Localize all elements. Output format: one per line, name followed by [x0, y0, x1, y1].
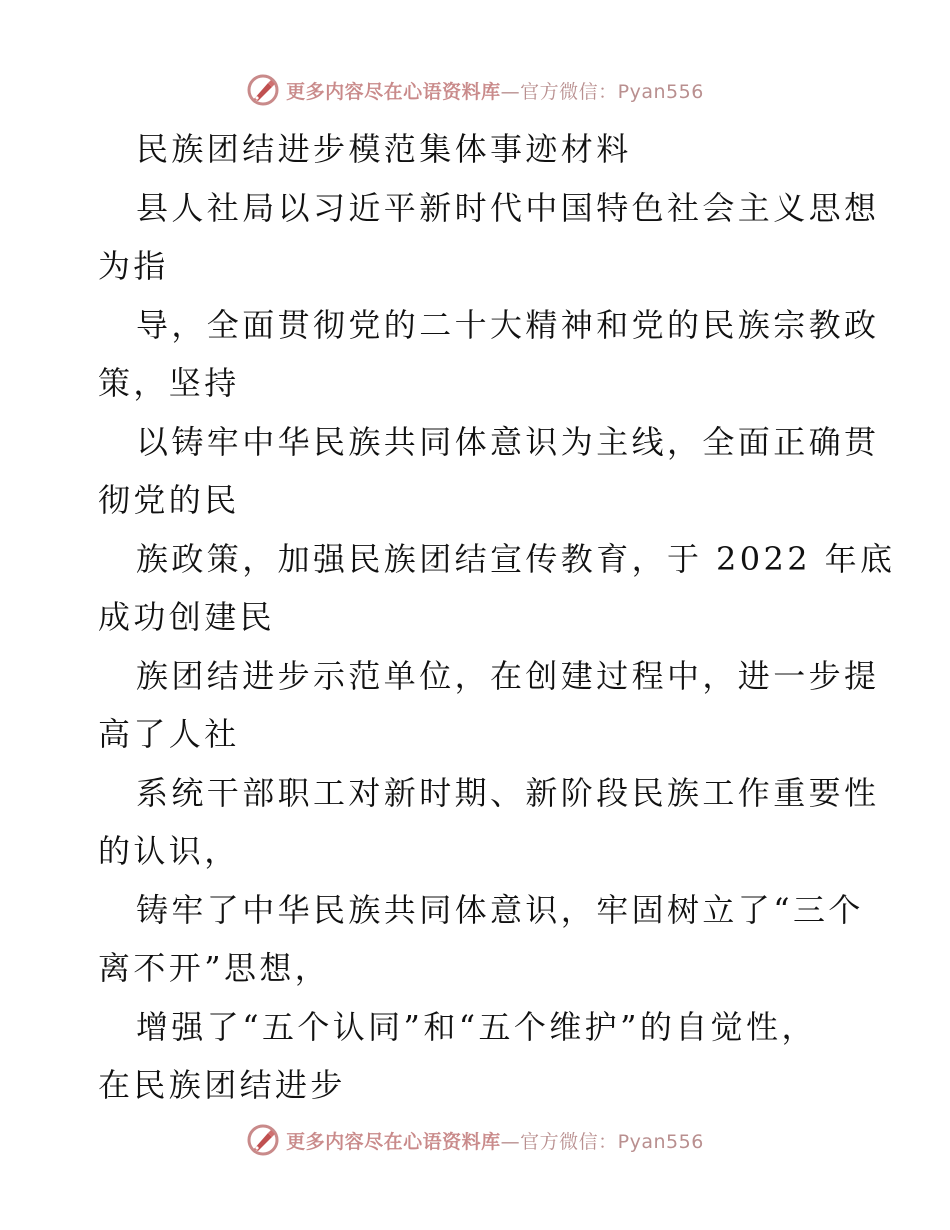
paragraph-line: 导，全面贯彻党的二十大精神和党的民族宗教政 [136, 305, 880, 344]
watermark-text [286, 1127, 704, 1154]
paragraph-line: 成功创建民 [98, 598, 276, 636]
paragraph-line: 增强了“五个认同”和“五个维护”的自觉性， [136, 1007, 817, 1046]
paragraph-line: 县人社局以习近平新时代中国特色社会主义思想 [136, 188, 880, 227]
paragraph-line: 彻党的民 [98, 481, 240, 519]
document-title: 民族团结进步模范集体事迹材料 [136, 130, 632, 168]
footer-watermark [0, 1120, 950, 1160]
paragraph-line: 离不开”思想， [98, 949, 331, 987]
pen-in-circle-icon [246, 73, 280, 107]
pen-in-circle-icon [246, 1123, 280, 1157]
paragraph-line: 高了人社 [98, 715, 240, 753]
paragraph-line: 在民族团结进步 [98, 1066, 346, 1104]
watermark-contact: —官方微信：Pyan556 [500, 1130, 704, 1153]
header-watermark [0, 70, 950, 110]
paragraph-line: 铸牢了中华民族共同体意识，牢固树立了“三个 [136, 890, 864, 929]
paragraph-line: 为指 [98, 247, 169, 285]
paragraph-line: 的认识， [98, 832, 240, 870]
watermark-text [286, 77, 704, 104]
watermark-contact: —官方微信：Pyan556 [500, 80, 704, 103]
watermark-brand: 更多内容尽在心语资料库 [286, 1130, 501, 1153]
document-body [98, 120, 896, 1115]
watermark-brand: 更多内容尽在心语资料库 [286, 80, 501, 103]
paragraph-line: 系统干部职工对新时期、新阶段民族工作重要性 [136, 773, 880, 812]
paragraph-line: 以铸牢中华民族共同体意识为主线，全面正确贯 [136, 422, 880, 461]
paragraph-line: 策，坚持 [98, 364, 240, 402]
paragraph-line: 族政策，加强民族团结宣传教育，于 2022 年底 [136, 539, 896, 578]
paragraph-line: 族团结进步示范单位，在创建过程中，进一步提 [136, 656, 880, 695]
